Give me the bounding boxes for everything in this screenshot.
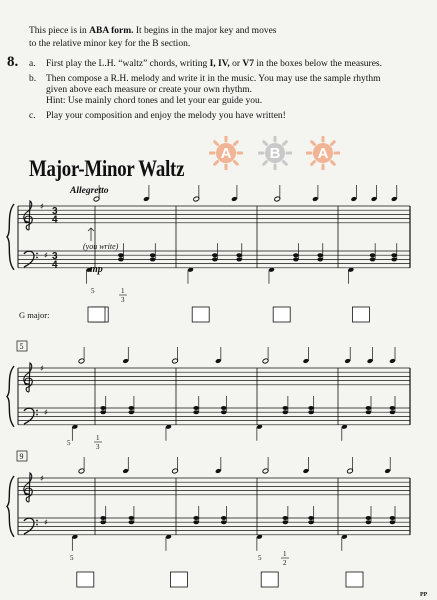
chord-answer-box: [261, 572, 278, 587]
intro-text: This piece is in: [29, 26, 90, 36]
chord-note-head: [193, 520, 199, 524]
chord-note-head: [390, 520, 396, 524]
fingering-number: 5: [67, 439, 71, 447]
chord-label: G major:: [19, 310, 50, 320]
chord-note-head: [391, 253, 397, 257]
fingering-number: 5: [70, 554, 74, 562]
step-b-line-2: given above each measure or create your own rhythm.: [46, 85, 253, 95]
dynamic-marking: mp: [90, 264, 103, 275]
step-c-letter: c.: [29, 111, 36, 121]
chord-answer-box: [352, 307, 369, 322]
step-b-letter: b.: [29, 74, 37, 84]
key-sharp-icon: ♯: [40, 364, 44, 373]
chord-answer-box: [88, 307, 105, 322]
chord-note-head: [212, 253, 218, 257]
time-signature-bottom: 4: [52, 214, 58, 226]
chord-note-head: [370, 257, 376, 261]
up-arrow-icon: [88, 228, 94, 241]
chord-note-head: [390, 410, 396, 414]
step-a-chords: I, IV,: [209, 59, 230, 69]
chord-note-head: [308, 410, 314, 414]
fingering-number: 1: [283, 550, 287, 558]
chord-answer-box: [273, 307, 290, 322]
step-c-text: Play your composition and enjoy the melody you have written!: [46, 111, 286, 121]
step-number: 8.: [7, 54, 19, 70]
time-signature-bottom: 4: [52, 259, 58, 271]
measure-number: 5: [19, 342, 24, 351]
chord-note-head: [100, 410, 106, 414]
form-badge-letter: B: [269, 144, 281, 162]
key-sharp-icon: ♯: [40, 474, 44, 483]
step-a-mid: or: [229, 59, 243, 69]
step-b-line-3: Hint: Use mainly chord tones and let your ear guide you.: [46, 96, 263, 106]
chord-note-head: [221, 410, 227, 414]
chord-note-head: [390, 406, 396, 410]
chord-note-head: [221, 516, 227, 520]
step-a-post: in the boxes below the measures.: [254, 59, 382, 69]
time-signature-top: 3: [52, 206, 58, 217]
step-a-v7: V7: [242, 59, 255, 69]
chord-note-head: [129, 406, 135, 410]
chord-note-head: [100, 520, 106, 524]
bass-clef-dot: [36, 524, 38, 526]
chord-note-head: [282, 520, 288, 524]
step-b-line-1: Then compose a R.H. melody and write it in the music. You may use the sample rhythm: [46, 74, 381, 84]
fingering-number: 3: [121, 296, 125, 304]
chord-note-head: [282, 410, 288, 414]
chord-answer-box: [192, 307, 209, 322]
chord-note-head: [150, 257, 156, 261]
chord-note-head: [293, 257, 299, 261]
chord-note-head: [129, 520, 135, 524]
intro-text-cont: It begins in the major key and moves: [133, 26, 277, 36]
fingering-number: 1: [96, 434, 100, 442]
fingering-number: 1: [121, 287, 125, 295]
chord-note-head: [100, 406, 106, 410]
bass-clef-dot: [36, 253, 38, 255]
grand-staff-brace: [7, 366, 14, 427]
fingering-number: 5: [258, 554, 262, 562]
chord-note-head: [370, 253, 376, 257]
treble-clef-icon: [24, 201, 32, 230]
chord-note-head: [193, 410, 199, 414]
chord-note-head: [317, 257, 323, 261]
grand-staff-brace: [7, 476, 14, 537]
chord-answer-box: [346, 572, 363, 587]
step-a-letter: a.: [29, 59, 36, 69]
chord-note-head: [317, 253, 323, 257]
chord-note-head: [308, 406, 314, 410]
chord-note-head: [150, 253, 156, 257]
bass-clef-dot: [36, 520, 38, 522]
time-signature-top: 3: [52, 251, 58, 262]
intro-form-bold: ABA form.: [89, 26, 134, 36]
chord-note-head: [129, 516, 135, 520]
chord-note-head: [366, 516, 372, 520]
form-badge-letter: A: [220, 144, 232, 162]
chord-note-head: [212, 257, 218, 261]
fingering-number: 5: [91, 287, 95, 295]
measure-number: 9: [19, 452, 24, 461]
key-sharp-icon: ♯: [44, 518, 48, 528]
chord-answer-box: [77, 572, 94, 587]
chord-note-head: [390, 516, 396, 520]
chord-note-head: [282, 406, 288, 410]
chord-note-head: [118, 257, 124, 261]
treble-clef-icon: [24, 473, 32, 502]
you-write-label: (you write): [83, 242, 119, 251]
chord-note-head: [293, 253, 299, 257]
chord-note-head: [236, 257, 242, 261]
chord-note-head: [129, 410, 135, 414]
key-sharp-icon: ♯: [40, 202, 44, 211]
bass-clef-dot: [36, 257, 38, 259]
chord-note-head: [118, 253, 124, 257]
chord-note-head: [282, 516, 288, 520]
page-number: PP: [420, 592, 428, 598]
fingering-number: 2: [283, 559, 287, 567]
step-a-pre: First play the L.H. “waltz” chords, writing: [46, 59, 210, 69]
intro-line-2: to the relative minor key for the B section.: [29, 39, 191, 49]
chord-note-head: [391, 257, 397, 261]
tempo-marking: Allegretto: [70, 186, 109, 196]
form-badge-letter: A: [317, 144, 329, 162]
chord-note-head: [221, 406, 227, 410]
chord-note-head: [193, 516, 199, 520]
chord-note-head: [366, 406, 372, 410]
chord-note-head: [193, 406, 199, 410]
piece-title: Major-Minor Waltz: [29, 156, 185, 181]
key-sharp-icon: ♯: [44, 251, 48, 261]
chord-note-head: [221, 520, 227, 524]
chord-note-head: [308, 520, 314, 524]
chord-note-head: [100, 516, 106, 520]
chord-note-head: [366, 410, 372, 414]
chord-note-head: [236, 253, 242, 257]
chord-note-head: [308, 516, 314, 520]
grand-staff-brace: [7, 204, 14, 270]
chord-note-head: [366, 520, 372, 524]
chord-answer-box: [170, 572, 187, 587]
key-sharp-icon: ♯: [44, 408, 48, 418]
treble-clef-icon: [24, 363, 32, 392]
fingering-number: 3: [96, 443, 100, 451]
bass-clef-dot: [36, 414, 38, 416]
bass-clef-dot: [36, 410, 38, 412]
